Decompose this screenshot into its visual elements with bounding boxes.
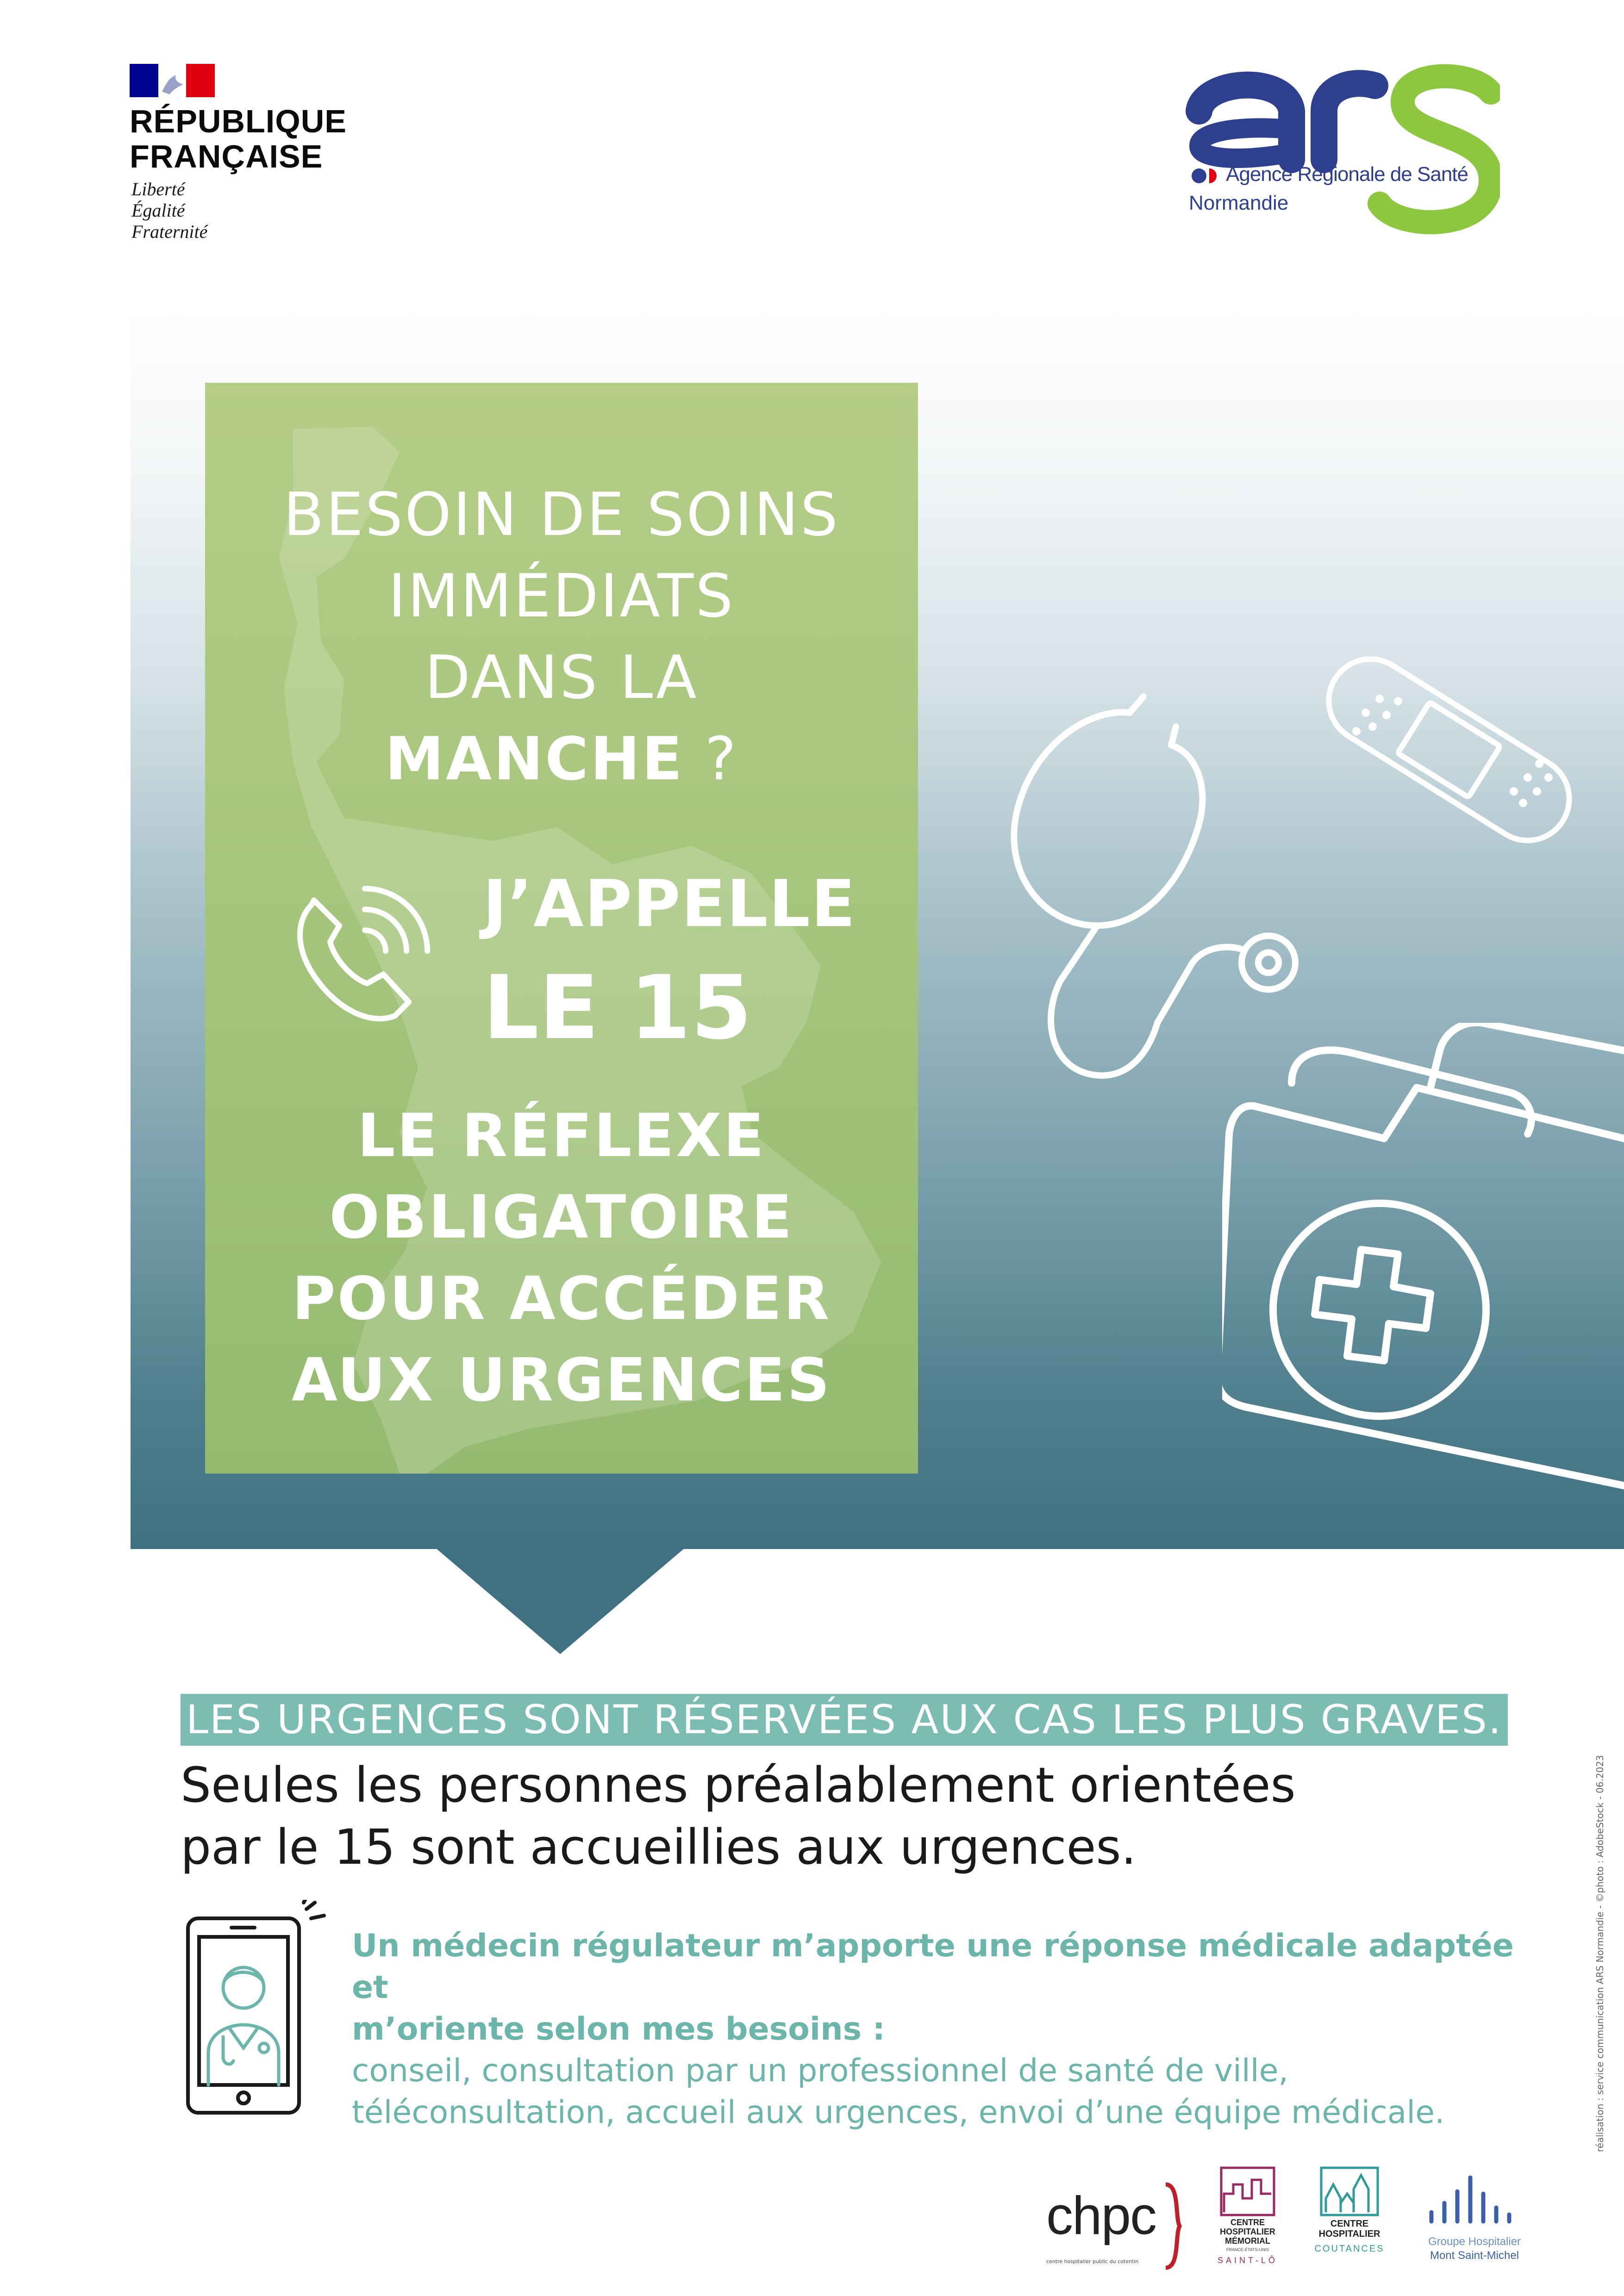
lead-text: [181, 1754, 1430, 1878]
ars-normandie-logo: [1185, 60, 1500, 245]
lead-line-1: Seules les personnes préalablement orientées: [181, 1757, 1296, 1813]
memorial-building-icon: [1219, 2166, 1276, 2217]
ars-region: Normandie: [1189, 192, 1289, 214]
partner-logos: [1037, 2157, 1569, 2282]
coutances-name: [1310, 2219, 1389, 2239]
rf-line-1: RÉPUBLIQUE: [130, 103, 347, 139]
teleconsultation-tablet-icon: [185, 1900, 338, 2117]
urgences-banner: LES URGENCES SONT RÉSERVÉES AUX CAS LES PLUS GRAVES.: [181, 1694, 1508, 1746]
reflex-line-2: OBLIGATOIRE: [329, 1183, 794, 1252]
memorial-line-1: CENTRE: [1230, 2218, 1265, 2227]
info-line-4: téléconsultation, accueil aux urgences, envoi d’une équipe médicale.: [352, 2094, 1445, 2131]
coutances-line-2: HOSPITALIER: [1318, 2229, 1380, 2239]
credit-line: réalisation : service communication ARS Normandie - ©photo : AdobeStock - 06.2023: [1594, 1755, 1605, 2152]
lead-line-2: par le 15 sont accueillies aux urgences.: [181, 1819, 1137, 1875]
hero-message-box: [205, 383, 918, 1474]
medical-kit-icon: [1222, 1023, 1624, 1509]
memorial-sub1: FRANCE-ÉTATS-UNIS: [1226, 2247, 1269, 2252]
question-line-1: BESOIN DE SOINS: [283, 480, 840, 549]
hero-question: [205, 474, 918, 800]
question-line-3: DANS LA: [425, 643, 699, 712]
info-line-3: conseil, consultation par un professionnel de santé de ville,: [352, 2053, 1289, 2089]
republique-francaise-name: [130, 104, 347, 174]
ars-wordmark-icon: [1185, 60, 1500, 245]
question-line-4: [205, 719, 918, 800]
question-mark: ?: [684, 725, 738, 794]
rf-motto: [131, 179, 207, 243]
call-line-1: J’APPELLE: [483, 866, 856, 942]
marianne-flag-icon: [130, 64, 215, 97]
memorial-logo: [1213, 2166, 1282, 2282]
chpc-logo: [1046, 2180, 1190, 2277]
chpc-brace-icon: [1161, 2180, 1184, 2272]
msm-line-2: Mont Saint-Michel: [1430, 2249, 1519, 2262]
question-emph: MANCHE: [385, 725, 684, 794]
mont-saint-michel-logo: [1417, 2166, 1532, 2282]
memorial-line-3: MÉMORIAL: [1225, 2236, 1270, 2246]
reflex-line-1: LE RÉFLEXE: [357, 1101, 766, 1170]
chpc-wordmark: chpc: [1046, 2185, 1156, 2246]
info-strong-line-1: Un médecin régulateur m’apporte une réponse médicale adaptée et: [352, 1928, 1514, 2006]
memorial-sub2: SAINT-LÔ: [1217, 2256, 1278, 2265]
coutances-sub: COUTANCES: [1314, 2244, 1385, 2254]
mont-saint-michel-bars-icon: [1426, 2175, 1518, 2226]
speech-pointer: [435, 1548, 685, 1654]
memorial-line-2: HOSPITALIER: [1220, 2227, 1275, 2236]
coutances-cathedral-icon: [1319, 2166, 1380, 2217]
hero-reflex: [205, 1095, 918, 1421]
coutances-line-1: CENTRE: [1330, 2219, 1369, 2229]
reflex-line-4: AUX URGENCES: [292, 1346, 831, 1415]
rf-line-2: FRANÇAISE: [130, 138, 323, 174]
bandage-icon: [1305, 639, 1593, 861]
medical-info-text: [352, 1925, 1537, 2134]
chpc-tagline: centre hospitalier public du cotentin: [1046, 2259, 1139, 2265]
info-strong-line-2: m’oriente selon mes besoins :: [352, 2011, 885, 2047]
coutances-logo: [1310, 2166, 1389, 2282]
phone-call-icon: [284, 877, 441, 1034]
call-line-2: LE 15: [483, 957, 752, 1059]
reflex-line-3: POUR ACCÉDER: [292, 1264, 831, 1333]
motto-fraternite: Fraternité: [131, 221, 208, 242]
motto-egalite: Égalité: [131, 200, 185, 221]
ars-subtitle: Agence Régionale de Santé: [1226, 163, 1468, 186]
question-line-2: IMMÉDIATS: [388, 562, 735, 631]
memorial-name: [1213, 2218, 1282, 2246]
motto-liberte: Liberté: [131, 179, 185, 199]
msm-line-1: Groupe Hospitalier: [1428, 2235, 1521, 2248]
republique-francaise-logo: [130, 64, 370, 258]
